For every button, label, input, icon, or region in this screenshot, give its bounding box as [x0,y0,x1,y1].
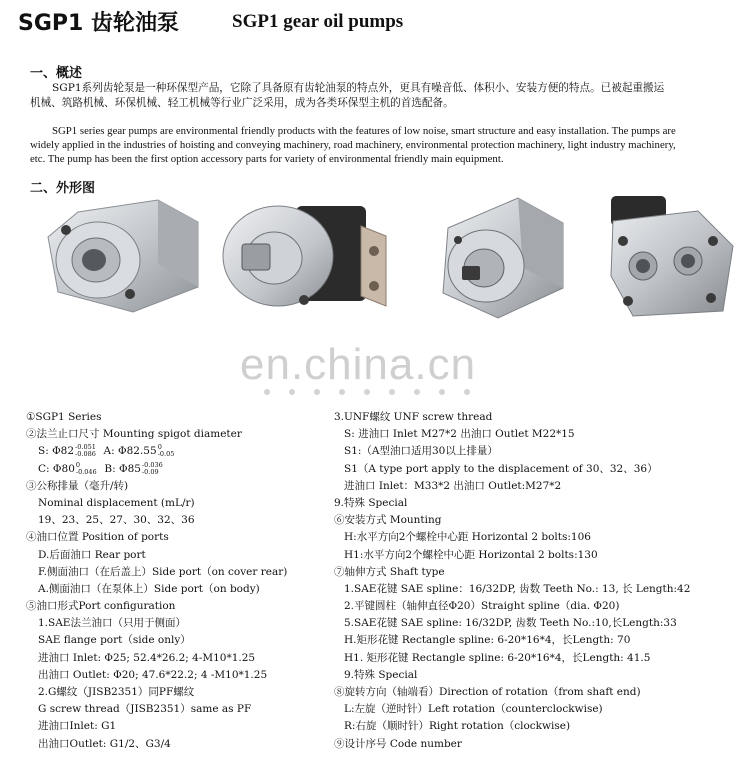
pump-image-3 [428,188,568,323]
spec-spigot-c-b [26,461,287,478]
spec-port-configuration: ⑤油口形式Port configuration [26,600,176,613]
spec-mounting: ⑥安装方式 Mounting [334,514,442,527]
spec-shaft-h: H.矩形花键 Rectangle spline: 6-20*16*4，长Length: 70 [344,634,631,647]
tolerance-c: 0 -0.046 [75,460,97,476]
spec-special-ports: 9.特殊 Special [334,496,408,509]
spec-mounting-h: H:水平方向2个螺栓中心距 Horizontal 2 bolts:106 [344,531,591,544]
spec-nominal-displacement-en: Nominal displacement (mL/r) [38,496,195,509]
pump-image-1 [38,192,208,322]
spec-sae-outlet: 出油口 Outlet: Φ20; 47.6*22.2; 4 -M10*1.25 [38,668,268,681]
spec-side-port-body: A.侧面油口（在泵体上）Side port（on body) [38,582,260,595]
tolerance-s: -0.051 -0.086 [75,443,96,459]
tolerance-a: 0 -0.05 [157,443,175,459]
spec-sae-inlet: 进油口 Inlet: Φ25; 52.4*26.2; 4-M10*1.25 [38,651,256,664]
page-title-cn: SGP1 齿轮油泵 [18,11,179,36]
spec-unf-s1-cn: S1:（A型油口适用30以上排量） [344,445,498,458]
spec-spigot-a: A: Φ82.55 [103,445,157,458]
spec-spigot-c: C: Φ80 [38,462,75,475]
spec-g-thread-en: G screw thread（JISB2351）same as PF [38,703,252,716]
spec-rotation-right: R:右旋（顺时针）Right rotation（clockwise) [344,720,571,733]
tolerance-b: -0.036 -0.09 [141,460,163,476]
watermark: en.china.cn [240,340,477,389]
spec-g-outlet: 出油口Outlet: G1/2、G3/4 [38,737,171,750]
spec-shaft-type: ⑦轴伸方式 Shaft type [334,565,445,578]
spec-sae-flange-cn: 1.SAE法兰油口（只用于侧面） [38,617,186,630]
overview-cn-line: 机械、筑路机械、环保机械、轻工机械等行业广泛采用，成为各类环保型主机的首选配备。 [30,97,454,109]
spec-unf-thread: 3.UNF螺纹 UNF screw thread [334,411,493,423]
spec-mounting-h1: H1:水平方向2个螺栓中心距 Horizontal 2 bolts:130 [344,548,598,561]
spec-shaft-2: 2.平键圆柱（轴伸直径Φ20）Straight spline（dia. Φ20) [344,600,620,613]
spec-g-inlet: 进油口Inlet: G1 [38,720,117,733]
spec-side-port-cover: F.侧面油口（在后盖上）Side port（on cover rear) [38,565,288,578]
spec-unf-s1-en: S1（A type port apply to the displacement of 30、32、36） [344,462,658,475]
watermark-dots [262,387,472,397]
spec-special-shaft: 9.特殊 Special [344,668,418,681]
spec-spigot-s: S: Φ82 [38,445,75,458]
pump-photos [38,192,738,332]
spec-spigot-b: B: Φ85 [104,462,141,475]
overview-cn-paragraph [30,81,741,111]
spec-displacement-values: 19、23、25、27、30、32、36 [38,514,195,527]
spec-series: ①SGP1 Series [26,411,102,423]
spec-port-position: ④油口位置 Position of ports [26,531,169,544]
overview-heading: 一、概述 [30,66,83,81]
spec-rear-port: D.后面油口 Rear port [38,548,146,561]
spec-g-thread-cn: 2.G螺纹（JISB2351）同PF螺纹 [38,686,195,698]
overview-en-paragraph [30,124,741,166]
spec-nominal-displacement-cn: ③公称排量（毫升/转) [26,479,129,492]
overview-en-line: etc. The pump has been the first option accessory parts for variety of environmental friendly main equipment. [30,153,504,165]
spec-shaft-1: 1.SAE花键 SAE spline：16/32DP, 齿数 Teeth No.: 13, 长 Length:42 [344,582,691,595]
overview-en-line: SGP1 series gear pumps are environmental friendly products with the features of low noise, smart structure and easy installation. The pumps are [52,125,676,137]
pump-image-4 [603,186,738,321]
spec-rotation-direction: ⑧旋转方向（轴端看）Direction of rotation（from shaft end) [334,686,641,698]
spec-left-column [26,409,287,753]
overview-en-line: widely applied in the industries of hoisting and conveying machinery, road machinery, environmental protection machinery, light industry machinery, [30,139,676,151]
spec-code-number: ⑨设计序号 Code number [334,737,462,750]
spec-shaft-h1: H1. 矩形花键 Rectangle spline: 6-20*16*4，长Length: 41.5 [344,651,651,664]
spec-right-column [334,409,690,753]
pump-image-2 [216,196,391,321]
spec-mounting-spigot: ②法兰止口尺寸 Mounting spigot diameter [26,428,242,441]
overview-cn-line: SGP1系列齿轮泵是一种环保型产品，它除了具备原有齿轮油泵的特点外，更具有噪音低、体积小、安装方便的特点。已被起重搬运 [52,82,665,94]
spec-unf-s1-ports: 进油口 Inlet：M33*2 出油口 Outlet:M27*2 [344,479,562,492]
spec-rotation-left: L:左旋（逆时针）Left rotation（counterclockwise) [344,703,603,716]
spec-spigot-s-a [26,443,287,460]
spec-sae-flange-en: SAE flange port（side only） [38,634,191,647]
spec-shaft-5: 5.SAE花键 SAE spline: 16/32DP, 齿数 Teeth No.:10,长Length:33 [344,617,677,630]
spec-unf-s: S: 进油口 Inlet M27*2 出油口 Outlet M22*15 [344,428,575,441]
page-title-en: SGP1 gear oil pumps [232,11,404,32]
outline-heading: 二、外形图 [30,181,96,196]
